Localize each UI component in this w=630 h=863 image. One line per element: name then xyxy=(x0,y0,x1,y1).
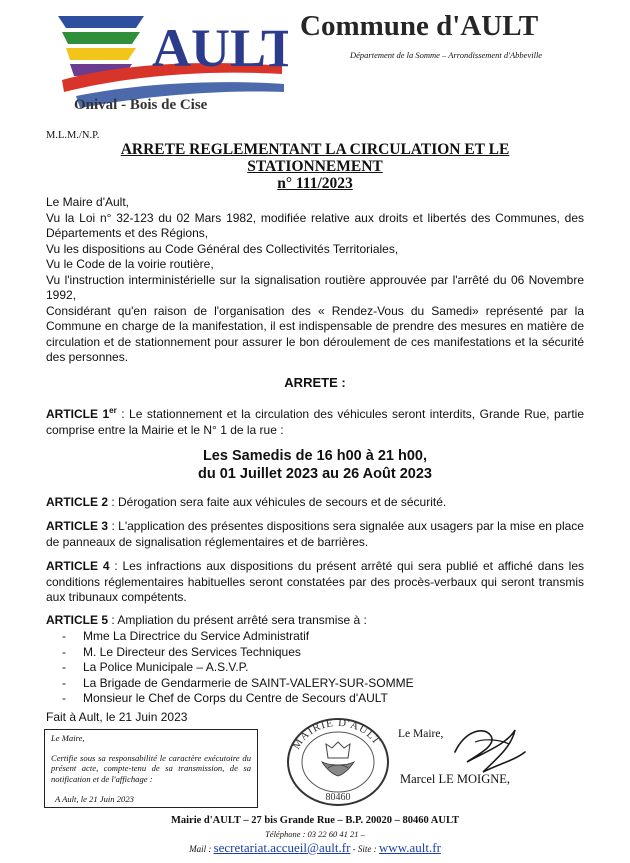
seal-bottom-text: 80460 xyxy=(325,792,351,803)
title-line-2: STATIONNEMENT xyxy=(247,158,383,175)
article-2-text: : Dérogation sera faite aux véhicules de secours et de sécurité. xyxy=(108,495,447,509)
website-link[interactable]: www.ault.fr xyxy=(378,840,441,855)
title-line-1: ARRETE REGLEMENTANT LA CIRCULATION ET LE xyxy=(120,141,510,158)
signatory-label: Le Maire, xyxy=(398,728,444,740)
commune-title: Commune d'AULT xyxy=(300,10,539,42)
recipient-list xyxy=(62,629,582,707)
article-2-label: ARTICLE 2 xyxy=(46,495,109,509)
article-5 xyxy=(46,613,584,629)
ault-logo xyxy=(56,10,288,116)
commune-subtitle: Département de la Somme – Arrondissement d'Abbeville xyxy=(350,50,543,60)
email-link[interactable]: secretariat.accueil@ault.fr xyxy=(213,840,351,855)
schedule xyxy=(0,447,630,483)
list-item: - Mme La Directrice du Service Administratif xyxy=(62,629,582,645)
article-1-text: : Le stationnement et la circulation des véhicules seront interdits, Grande Rue, partie comprise entre la Mairie et le N° 1 de la rue : xyxy=(46,407,584,437)
certification-date: A Ault, le 21 Juin 2023 xyxy=(55,793,134,804)
list-item: - La Brigade de Gendarmerie de SAINT-VALERY-SUR-SOMME xyxy=(62,676,582,692)
footer-telephone: Téléphone : 03 22 60 41 21 – xyxy=(265,829,365,839)
seal-top-text: MAIRIE D'AULT xyxy=(290,716,383,752)
article-1 xyxy=(46,403,584,438)
article-3-text: : L'application des présentes dispositions sera signalée aux usagers par la mise en place de panneaux de signalisation réglementaires et de barrières. xyxy=(46,519,584,549)
mairie-seal xyxy=(284,716,392,808)
logo-word: AULT xyxy=(152,18,288,78)
article-2 xyxy=(46,495,584,511)
list-item: - M. Le Directeur des Services Techniques xyxy=(62,645,582,661)
footer-contact xyxy=(0,840,630,856)
preamble xyxy=(46,195,584,366)
logo-subtitle: Onival - Bois de Cise xyxy=(74,97,208,113)
logo-graphic xyxy=(56,10,288,116)
schedule-dates: du 01 Juillet 2023 au 26 Août 2023 xyxy=(198,466,432,482)
article-3 xyxy=(46,519,584,550)
signature-image xyxy=(445,722,530,778)
article-3-label: ARTICLE 3 xyxy=(46,519,109,533)
schedule-days: Les Samedis de 16 h00 à 21 h00, xyxy=(202,448,428,464)
arrete-heading: ARRETE : xyxy=(284,375,346,390)
seal-graphic xyxy=(284,716,392,808)
signature-graphic xyxy=(445,722,530,778)
article-5-label: ARTICLE 5 xyxy=(46,613,109,627)
preamble-line: Le Maire d'Ault, xyxy=(46,195,129,209)
certification-title: Le Maire, xyxy=(51,733,85,743)
mail-label: Mail : xyxy=(189,844,214,854)
certification-body: Certifie sous sa responsabilité le caractère exécutoire du présent acte, compte-tenu de sa transmission, de sa notification et de l'affichage : xyxy=(51,752,251,784)
done-at: Fait à Ault, le 21 Juin 2023 xyxy=(46,710,188,724)
signatory-name: Marcel LE MOIGNE, xyxy=(400,772,511,786)
preamble-line: Considérant qu'en raison de l'organisation des « Rendez-Vous du Samedi» représenté par la Commune en charge de la manifestation, il est indispensable de prendre des mesures en matière de circulation et de stationnement pour assurer le bon déroulement de ces manifestations et la sécurité des personnes. xyxy=(46,303,584,364)
article-4 xyxy=(46,559,584,606)
preamble-line: Vu l'instruction interministérielle sur la signalisation routière approuvée par l'arrêté du 06 Novembre 1992, xyxy=(46,272,584,302)
article-4-text: : Les infractions aux dispositions du présent arrêté qui sera publié et affiché dans les conditions réglementaires habituelles seront constatées par des procès-verbaux qui seront transmis aux tribunaux compétents. xyxy=(46,559,584,604)
list-item: - La Police Municipale – A.S.V.P. xyxy=(62,660,582,676)
article-1-sup: er xyxy=(109,406,117,415)
article-1-label: ARTICLE 1 xyxy=(46,407,110,421)
preamble-line: Vu les dispositions au Code Général des Collectivités Territoriales, xyxy=(46,241,399,256)
list-item: - Monsieur le Chef de Corps du Centre de Secours d'AULT xyxy=(62,691,582,707)
preamble-line: Vu le Code de la voirie routière, xyxy=(46,257,214,271)
title-number: n° 111/2023 xyxy=(277,175,353,192)
preamble-line: Vu la Loi n° 32-123 du 02 Mars 1982, modifiée relative aux droits et libertés des Communes, des Départements et des Régions, xyxy=(46,210,584,240)
reference: M.L.M./N.P. xyxy=(46,130,100,141)
site-label: - Site : xyxy=(350,844,379,854)
certification-box xyxy=(44,729,258,808)
article-5-text: : Ampliation du présent arrêté sera transmise à : xyxy=(108,613,367,627)
footer-address: Mairie d'AULT – 27 bis Grande Rue – B.P. 20020 – 80460 AULT xyxy=(170,815,460,826)
article-4-label: ARTICLE 4 xyxy=(46,559,110,573)
